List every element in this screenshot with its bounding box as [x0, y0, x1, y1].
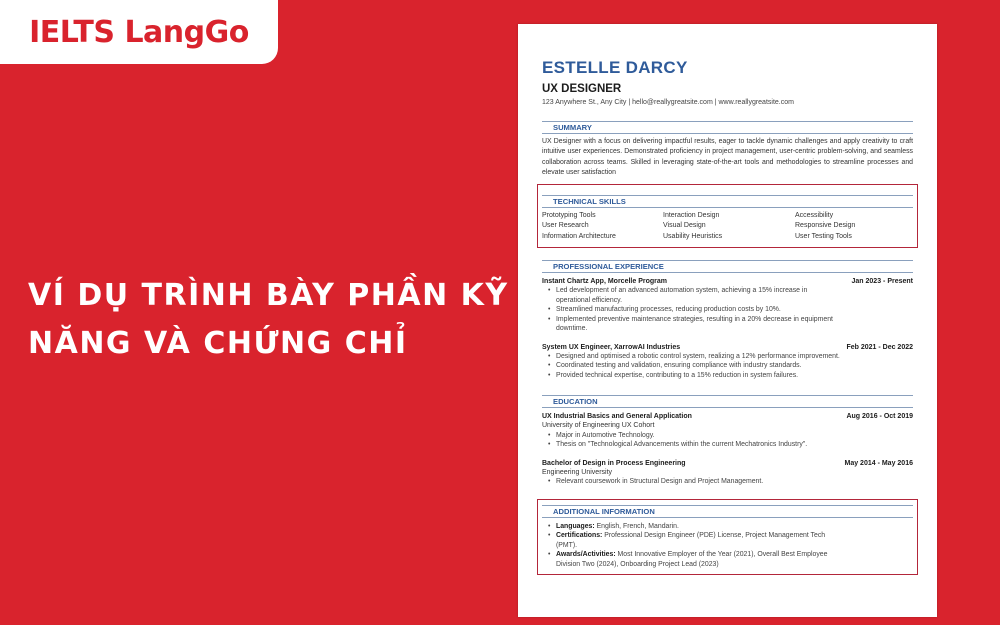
job-bullet: • Coordinated testing and validation, ensuring compliance with industry standards.	[548, 361, 913, 371]
education-heading: EDUCATION	[542, 395, 913, 408]
summary-section	[542, 121, 913, 179]
additional-info-section	[542, 505, 913, 570]
headline	[28, 272, 518, 368]
skill-item: User Testing Tools	[795, 232, 852, 240]
skill-item: Visual Design	[663, 222, 706, 230]
skill-item: User Research	[542, 222, 589, 230]
technical-skills-section	[542, 195, 913, 243]
item-text: Professional Design Engineer (PDE) License, Project Management Tech (PMT).	[556, 532, 826, 549]
experience-heading: PROFESSIONAL EXPERIENCE	[542, 260, 913, 273]
job-bullet: • Led development of an advanced automation system, achieving a 15% increase in operational efficiency.	[548, 286, 913, 305]
skills-heading: TECHNICAL SKILLS	[542, 195, 913, 208]
headline-line-2: NĂNG VÀ CHỨNG CHỈ	[28, 326, 408, 361]
item-text: English, French, Mandarin.	[594, 522, 679, 530]
job-role: System UX Engineer, XarrowAI Industries	[542, 343, 681, 351]
summary-text: UX Designer with a focus on delivering impactful results, eager to tackle dynamic challenges and apply creativity to craft intuitive user experiences. Demonstrated proficiency in project management, user-centric problem-solving, and seamless collaboration across teams. Skilled in leveraging state-of-the-art tools and methodologies to streamline processes and elevate user satisfaction	[542, 138, 913, 177]
resume-document	[518, 24, 937, 617]
experience-section	[542, 260, 913, 380]
job-dates: Feb 2021 - Dec 2022	[846, 343, 913, 351]
additional-heading: ADDITIONAL INFORMATION	[542, 505, 913, 518]
resume-job-title: UX DESIGNER	[542, 83, 622, 95]
education-bullet: • Major in Automotive Technology.	[548, 431, 913, 441]
job-dates: Jan 2023 - Present	[851, 278, 913, 286]
summary-heading: SUMMARY	[542, 121, 913, 134]
skill-item: Prototyping Tools	[542, 211, 596, 219]
resume-name: ESTELLE DARCY	[542, 58, 688, 77]
job-bullet: • Designed and optimised a robotic control system, realizing a 12% performance improvement.	[548, 352, 913, 362]
headline-line-1: VÍ DỤ TRÌNH BÀY PHẦN KỸ	[28, 278, 509, 313]
job-bullet: • Provided technical expertise, contributing to a 15% reduction in system failures.	[548, 371, 913, 381]
education-bullet: • Relevant coursework in Structural Design and Project Management.	[548, 477, 913, 487]
skill-item: Information Architecture	[542, 232, 616, 240]
education-entry	[542, 459, 913, 487]
skills-highlight-box	[537, 184, 918, 249]
education-bullet: • Thesis on "Technological Advancements within the current Mechatronics Industry".	[548, 440, 913, 450]
job-bullet: • Implemented preventive maintenance strategies, resulting in a 20% decrease in equipment downtime.	[548, 315, 913, 334]
skill-item: Responsive Design	[795, 222, 856, 230]
job-bullet: • Streamlined manufacturing processes, reducing production costs by 10%.	[548, 305, 913, 315]
item-text: Most Innovative Employer of the Year (2021), Overall Best Employee Division Two (2024), Onboarding Project Lead (2023)	[556, 551, 828, 568]
additional-item-certifications	[548, 531, 913, 550]
school-name: University of Engineering UX Cohort	[542, 422, 655, 430]
degree-title: UX Industrial Basics and General Application	[542, 413, 692, 421]
item-label: Certifications:	[556, 532, 603, 540]
job-entry	[542, 343, 913, 381]
school-name: Engineering University	[542, 468, 613, 476]
job-entry	[542, 277, 913, 334]
education-section	[542, 395, 913, 487]
item-label: Languages:	[556, 522, 595, 530]
job-role: Instant Chartz App, Morcelle Program	[542, 278, 667, 286]
item-label: Awards/Activities:	[556, 551, 616, 559]
additional-item-languages	[548, 522, 913, 532]
brand-logo: IELTS LangGo	[29, 14, 249, 50]
skill-item: Accessibility	[795, 211, 834, 219]
skill-item: Usability Heuristics	[663, 232, 723, 240]
resume-contact: 123 Anywhere St., Any City | hello@reallygreatsite.com | www.reallygreatsite.com	[542, 99, 794, 106]
education-entry	[542, 412, 913, 450]
degree-dates: Aug 2016 - Oct 2019	[846, 413, 913, 421]
brand-logo-box	[0, 0, 278, 64]
additional-item-awards	[548, 550, 913, 569]
skill-item: Interaction Design	[663, 211, 720, 219]
degree-dates: May 2014 - May 2016	[844, 459, 913, 467]
degree-title: Bachelor of Design in Process Engineering	[542, 459, 686, 467]
